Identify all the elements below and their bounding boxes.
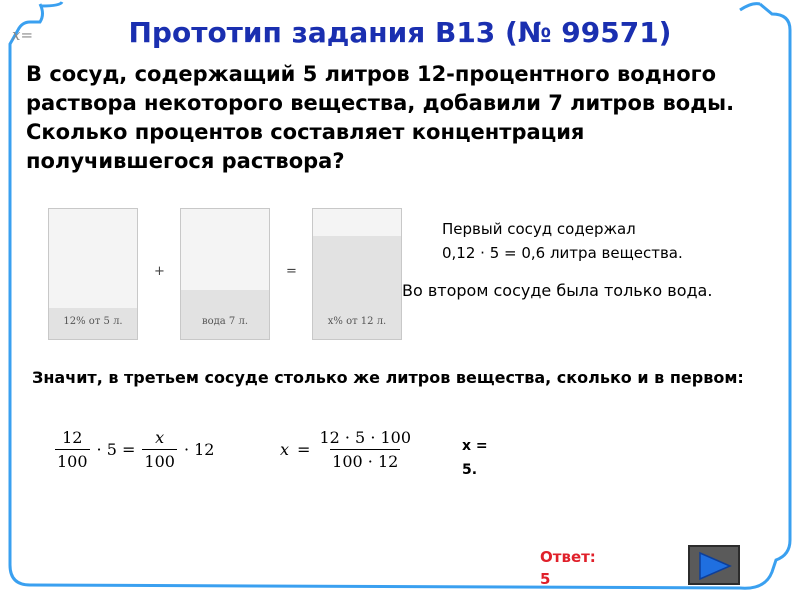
- operator-text: =: [297, 440, 311, 459]
- play-arrow-icon: [696, 551, 734, 581]
- denominator: 100 · 12: [330, 449, 400, 471]
- operator-text: · 12: [183, 440, 215, 459]
- denominator: 100: [142, 449, 177, 471]
- denominator: 100: [55, 449, 90, 471]
- answer-label: Ответ:: [540, 548, 596, 566]
- note-second-vessel: Во втором сосуде была только вода.: [402, 281, 713, 300]
- vessel-first: [48, 208, 138, 340]
- x-result-line2: 5.: [462, 462, 478, 478]
- vessel-second: [180, 208, 270, 340]
- page-title: Прототип задания B13 (№ 99571): [128, 16, 672, 49]
- next-button[interactable]: [688, 545, 740, 585]
- fraction: [317, 428, 413, 471]
- numerator: 12 · 5 · 100: [319, 428, 412, 447]
- corner-formula-label: x=: [12, 26, 34, 44]
- operator-text: · 5 =: [96, 440, 136, 459]
- note-first-line2: 0,12 · 5 = 0,6 литра вещества.: [442, 244, 683, 262]
- answer-value: 5: [540, 570, 551, 588]
- variable: x: [280, 440, 290, 459]
- numerator: 12: [62, 428, 83, 447]
- equation-two: [276, 428, 416, 471]
- vessel-liquid: [181, 290, 269, 339]
- x-result-line1: x =: [462, 438, 488, 454]
- numerator: x: [155, 428, 165, 447]
- equation-one: [52, 428, 218, 471]
- plus-sign: +: [154, 264, 165, 279]
- note-first-vessel: [442, 217, 683, 265]
- note-first-line1: Первый сосуд содержал: [442, 220, 636, 238]
- vessel-caption: вода 7 л.: [201, 316, 249, 327]
- fraction: [55, 428, 90, 471]
- vessel-caption: x% от 12 л.: [327, 316, 387, 327]
- vessel-caption: 12% от 5 л.: [63, 316, 123, 327]
- problem-text: В сосуд, содержащий 5 литров 12-процентного водного раствора некоторого вещества, добавили 7 литров воды. Сколько процентов составляет концентрация получившегося раствора?: [26, 62, 735, 173]
- x-result: [462, 434, 488, 482]
- equals-sign: =: [286, 264, 297, 279]
- note-third-vessel: Значит, в третьем сосуде столько же литров вещества, сколько и в первом:: [32, 368, 744, 387]
- vessel-third: [312, 208, 402, 340]
- fraction: [142, 428, 177, 471]
- answer: [540, 546, 596, 590]
